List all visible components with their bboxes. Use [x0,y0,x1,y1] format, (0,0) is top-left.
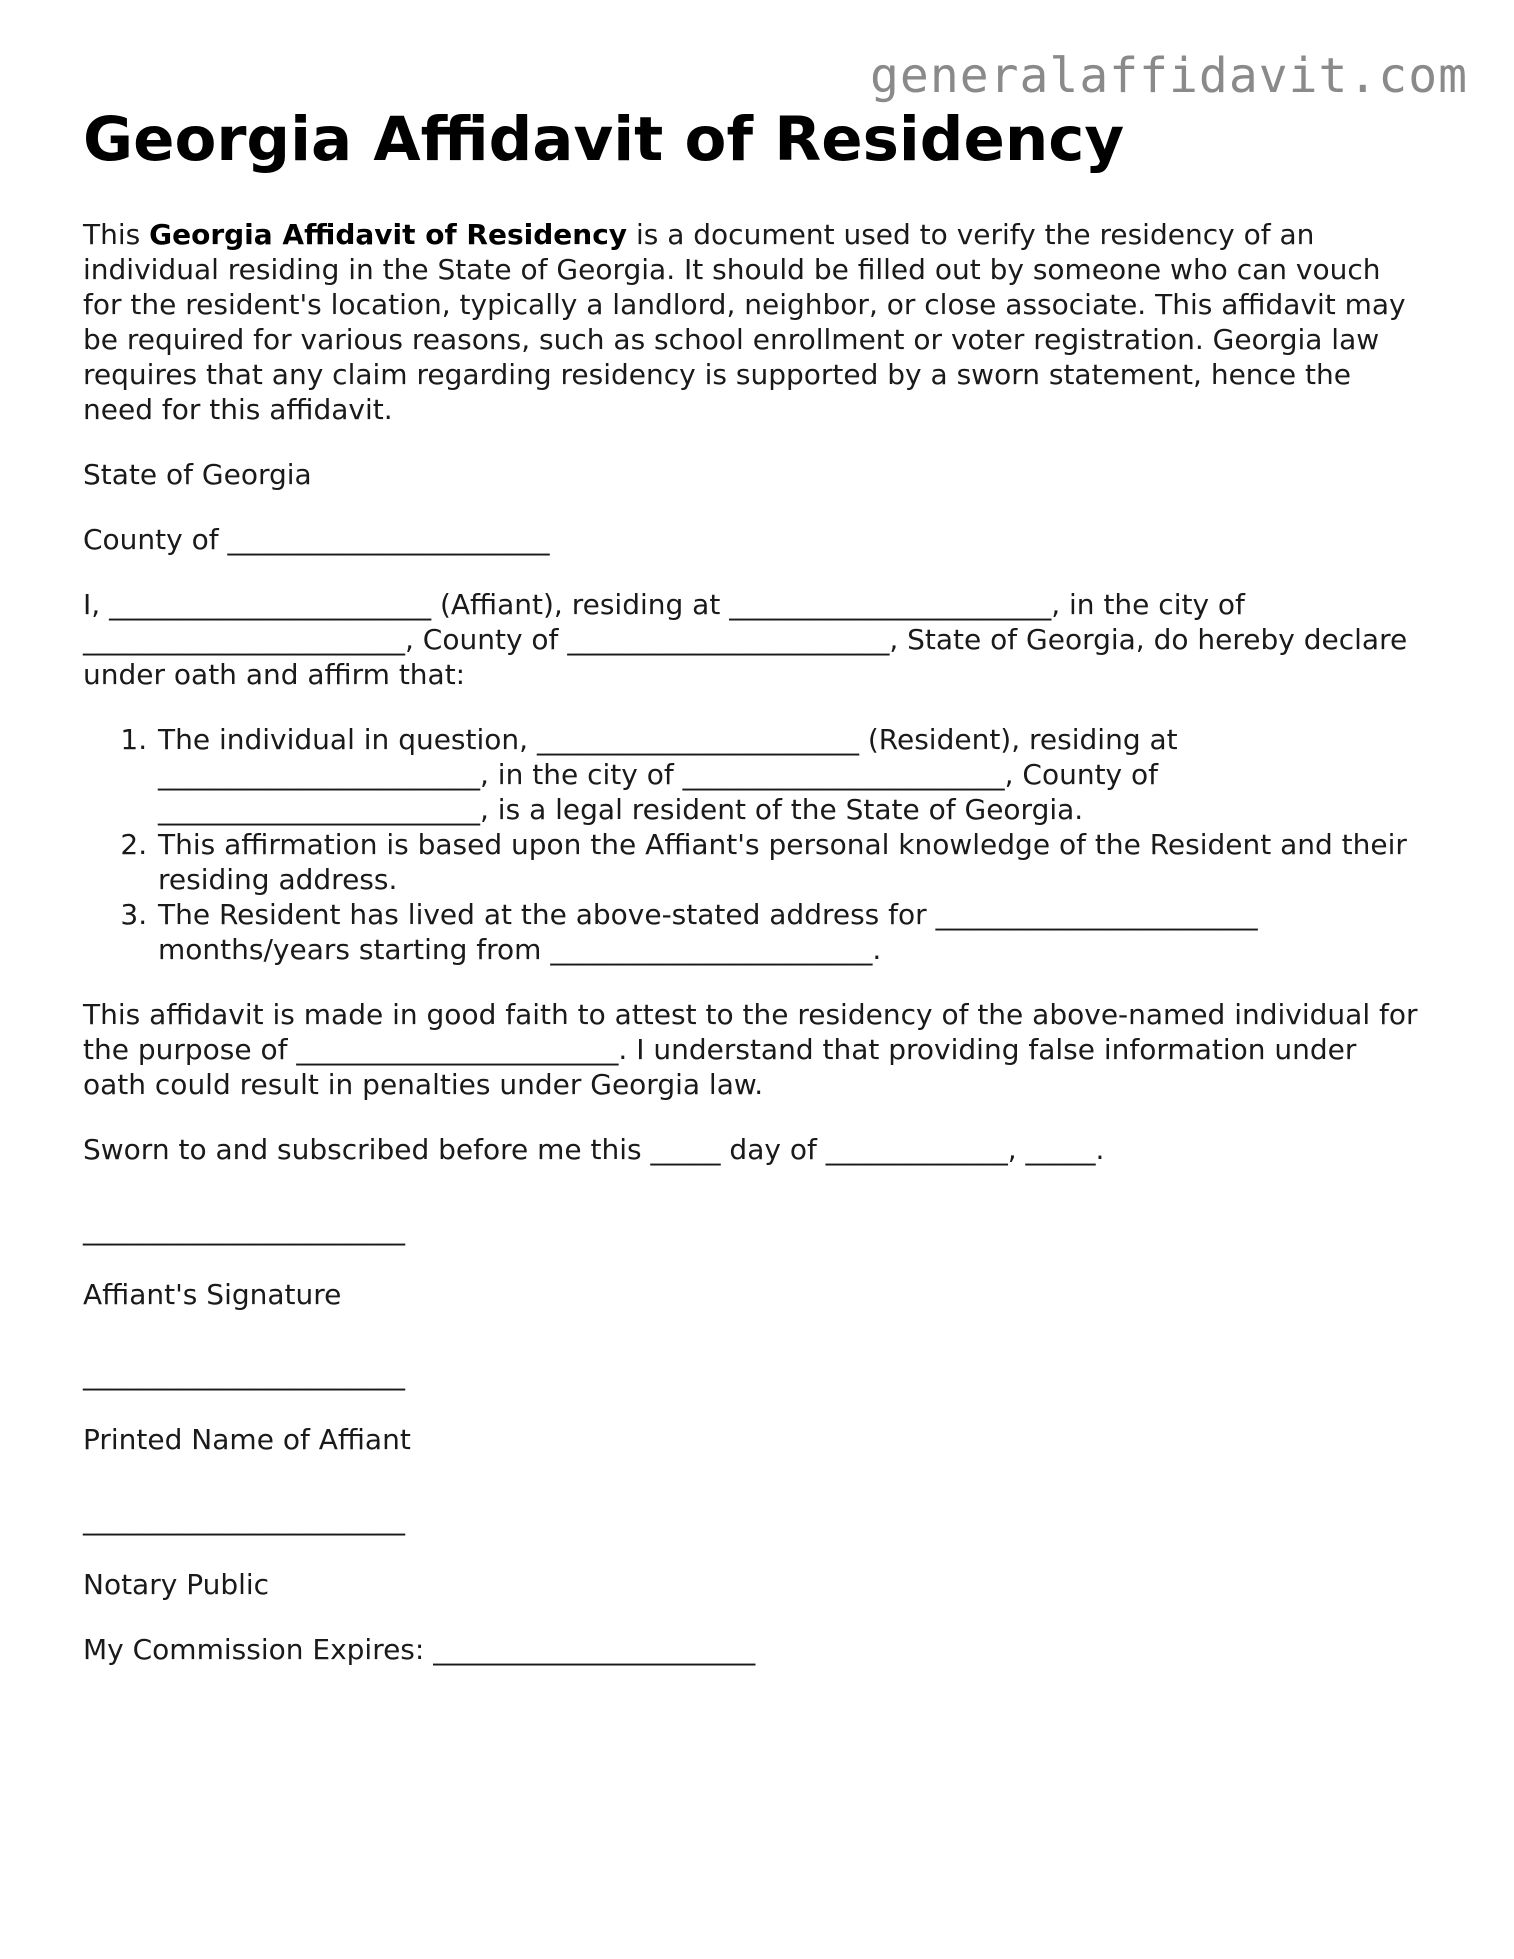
intro-lead: This [83,218,150,251]
item-text: , County of [1004,758,1159,791]
list-item [156,827,1423,897]
declaration-text: , County of [405,623,568,656]
watermark: generalaffidavit.com [870,48,1468,104]
affiant-signature-label: Affiant's Signature [83,1278,342,1311]
month-blank: _____________ [825,1133,1008,1166]
notary-signature-line: _______________________ [83,1503,405,1536]
commission-line [83,1632,1423,1667]
sworn-line [83,1132,1423,1167]
printed-name-label: Printed Name of Affiant [83,1423,411,1456]
sworn-text: Sworn to and subscribed before me this [83,1133,651,1166]
intro-rest: is a document used to verify the residency of an individual residing in the State of Georgia. It should be filled out by someone who can vouch for the resident's location, typically a landlord, neighbor, or close associate. This affidavit may be required for various reasons, such as school enrollment or voter registration. Georgia law requires that any claim regarding residency is supported by a sworn statement, hence the need for this affidavit. [83,218,1406,426]
declaration-text: , State of Georgia, do hereby declare under oath and affirm that: [83,623,1408,691]
intro-bold-title: Georgia Affidavit of Residency [149,218,628,251]
sworn-text: . [1095,1133,1105,1166]
year-blank: _____ [1025,1133,1096,1166]
item-text: This affirmation is based upon the Affiant's personal knowledge of the Resident and their residing address. [158,828,1407,896]
county-line [83,522,1423,557]
day-blank: _____ [650,1133,721,1166]
page-title: Georgia Affidavit of Residency [83,104,1125,175]
declaration-paragraph [83,587,1423,692]
affidavit-document [83,100,1423,1667]
commission-label: My Commission Expires: [83,1633,434,1666]
county-blank: _______________________ [227,523,550,556]
affirmation-list [83,722,1423,967]
item-text: months/years starting from [158,933,551,966]
resident-address-blank: _______________________ [158,758,480,791]
list-item [156,722,1423,827]
state-line: State of Georgia [83,458,312,491]
notary-label: Notary Public [83,1568,270,1601]
printed-name-line: _______________________ [83,1358,405,1391]
resident-county-blank: _______________________ [158,793,480,826]
item-text: , in the city of [480,758,683,791]
item-text: The Resident has lived at the above-stated address for [158,898,936,931]
declaration-text: I, [83,588,110,621]
affiant-county-blank: _______________________ [567,623,890,656]
resident-city-blank: _______________________ [682,758,1005,791]
item-text: (Resident), residing at [858,723,1178,756]
intro-paragraph [83,217,1423,427]
affiant-address-blank: _______________________ [729,588,1052,621]
sworn-text: day of [720,1133,826,1166]
affiant-name-blank: _______________________ [109,588,432,621]
county-label: County of [83,523,228,556]
list-item [156,897,1423,967]
item-text: The individual in question, [158,723,537,756]
start-date-blank: _______________________ [550,933,873,966]
declaration-text: (Affiant), residing at [431,588,730,621]
resident-name-blank: _______________________ [536,723,859,756]
purpose-text: . I understand that providing false information under oath could result in penalties under Georgia law. [83,1033,1357,1101]
sworn-text: , [1007,1133,1026,1166]
item-text: , is a legal resident of the State of Georgia. [480,793,1084,826]
duration-blank: _______________________ [935,898,1258,931]
commission-blank: _______________________ [433,1633,756,1666]
purpose-paragraph [83,997,1423,1102]
purpose-text: This affidavit is made in good faith to attest to the residency of the above-named individual for the purpose of [83,998,1418,1066]
purpose-blank: _______________________ [296,1033,619,1066]
affiant-signature-line: _______________________ [83,1213,405,1246]
affiant-city-blank: _______________________ [83,623,405,656]
item-text: . [872,933,882,966]
declaration-text: , in the city of [1051,588,1245,621]
